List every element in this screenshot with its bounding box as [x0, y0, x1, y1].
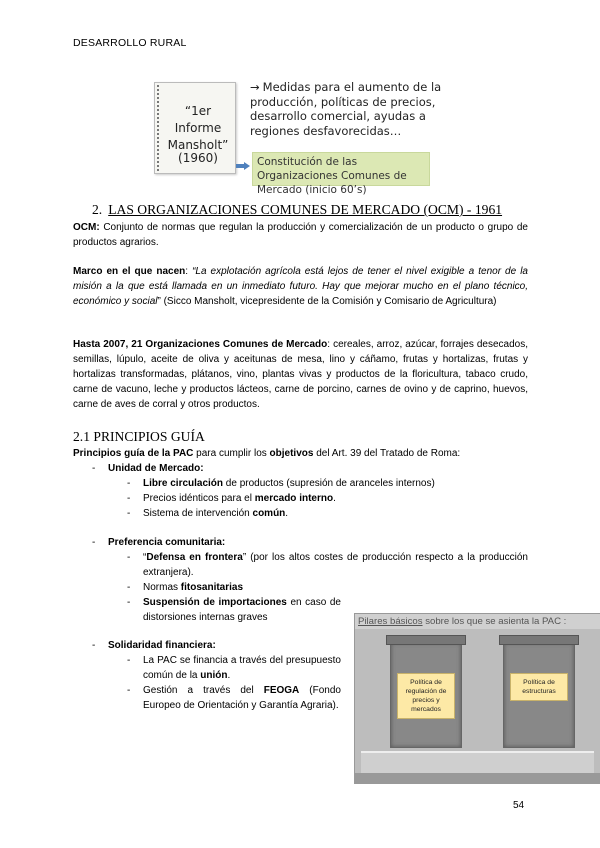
preferencia-title: Preferencia comunitaria:	[108, 537, 226, 548]
list-item: Sistema de intervención común.	[143, 508, 289, 519]
blue-arrow-icon	[236, 162, 250, 170]
principios-intro: Principios guía de la PAC para cumplir los objetivos del Art. 39 del Tratado de Roma:	[73, 448, 461, 459]
list-item: “Defensa en frontera” (por los altos costes de producción respecto a la producción extranjera).	[143, 552, 528, 578]
ocm-constitution-box: Constitución de las Organizaciones Comunes de Mercado (inicio 60’s)	[252, 152, 430, 186]
pillar-label-prices: Política de regulación de precios y mercados	[397, 673, 455, 719]
running-header: DESARROLLO RURAL	[73, 37, 187, 49]
section-2-1-heading: 2.1 PRINCIPIOS GUÍA	[73, 429, 205, 444]
pillar-right	[503, 642, 575, 748]
measures-text: → Medidas para el aumento de la producción, políticas de precios, desarrollo comercial, ayudas a regiones desfavorecidas…	[250, 80, 442, 138]
section-2-heading: 2. LAS ORGANIZACIONES COMUNES DE MERCADO (OCM) - 1961	[92, 202, 503, 217]
mansholt-figure	[146, 78, 454, 196]
list-item: Suspensión de importaciones en caso de distorsiones internas graves	[143, 597, 341, 623]
pillar-label-structures: Política de estructuras	[510, 673, 568, 701]
unidad-title: Unidad de Mercado:	[108, 463, 204, 474]
pillars-title: Pilares básicos sobre los que se asienta la PAC :	[355, 614, 600, 629]
pillars-base	[361, 751, 594, 775]
notebook-title: “1er Informe Mansholt”	[167, 104, 229, 152]
hasta-paragraph: Hasta 2007, 21 Organizaciones Comunes de Mercado: cereales, arroz, azúcar, forrajes desecados, semillas, lúpulo, aceite de oliva y aceitunas de mesa, lino y cáñamo, frutas y hortalizas, frutas y hortalizas transformadas, plátanos, vino, plantas vivas y productos de la floricultura, tabaco crudo, carne de vacuno, leche y productos lácteos, carne de porcino, carnes de ovino y de caprino, huevos, carne de aves de corral y otros productos.	[73, 339, 528, 410]
list-item: Precios idénticos para el mercado interno.	[143, 493, 336, 504]
marco-paragraph: Marco en el que nacen: “La explotación agrícola está lejos de tener el nivel exigible a tenor de la misión a la que está llamada en un inmediato futuro. Hay que mejorar mucho en el plano técnico, económico y social” (Sicco Mansholt, vicepresidente de la Comisión y Comisario de Agricultura)	[73, 266, 528, 307]
list-item: La PAC se financia a través del presupuesto común de la unión.	[143, 655, 341, 681]
pac-pillars-figure	[354, 613, 600, 784]
pillar-left	[390, 642, 462, 748]
page-number: 54	[513, 800, 525, 811]
notebook-year: (1960)	[178, 151, 218, 165]
solidaridad-title: Solidaridad financiera:	[108, 640, 216, 651]
arrow-right-icon: →	[250, 80, 260, 94]
spiral-binding-icon	[157, 85, 162, 171]
ocm-definition: OCM: Conjunto de normas que regulan la producción y comercialización de un producto o grupo de productos agrarios.	[73, 222, 528, 248]
list-item: Gestión a través del FEOGA (Fondo Europeo de Orientación y Garantía Agraria).	[143, 685, 341, 711]
list-item: Libre circulación de productos (supresión de aranceles internos)	[143, 478, 435, 489]
notebook-image	[154, 82, 236, 174]
list-item: Normas fitosanitarias	[143, 582, 244, 593]
